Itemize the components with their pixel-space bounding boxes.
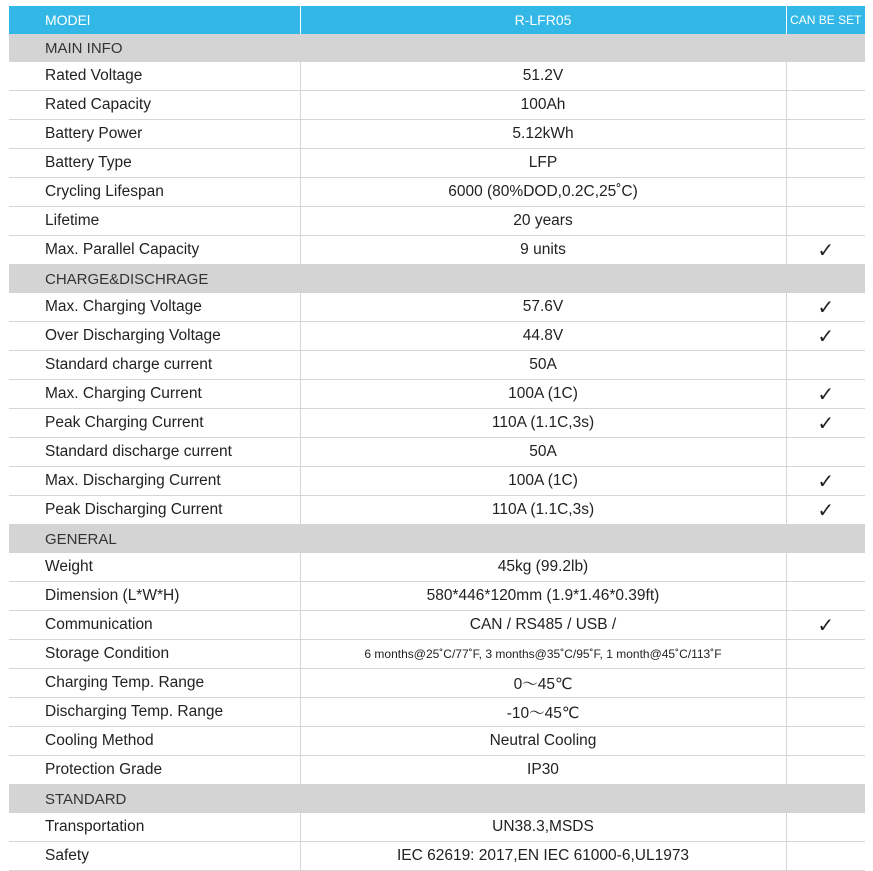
spec-label: Rated Voltage — [9, 62, 300, 91]
spec-value: 20 years — [300, 207, 786, 236]
spec-label: Storage Condition — [9, 640, 300, 669]
spec-label: Battery Type — [9, 149, 300, 178]
section-title: GENERAL — [9, 525, 865, 554]
spec-value: 6 months@25˚C/77˚F, 3 months@35˚C/95˚F, 1 month@45˚C/113˚F — [300, 640, 786, 669]
spec-label: Peak Discharging Current — [9, 496, 300, 525]
table-row — [9, 178, 865, 207]
spec-label: Safety — [9, 842, 300, 871]
set-cell-empty — [786, 120, 865, 149]
spec-value: Neutral Cooling — [300, 727, 786, 756]
spec-value: 9 units — [300, 236, 786, 265]
spec-value: 110A (1.1C,3s) — [300, 496, 786, 525]
spec-value: 50A — [300, 438, 786, 467]
spec-label: Battery Power — [9, 120, 300, 149]
spec-value: -10～45℃ — [300, 698, 786, 727]
table-row — [9, 467, 865, 496]
checkmark-icon: ✓ — [786, 236, 865, 265]
spec-value: 50A — [300, 351, 786, 380]
table-row — [9, 236, 865, 265]
spec-label: Max. Charging Voltage — [9, 293, 300, 322]
spec-label: Lifetime — [9, 207, 300, 236]
spec-value: 57.6V — [300, 293, 786, 322]
spec-label: Transportation — [9, 813, 300, 842]
section-title: CHARGE&DISCHRAGE — [9, 265, 865, 294]
table-row — [9, 553, 865, 582]
table-row — [9, 409, 865, 438]
table-row — [9, 120, 865, 149]
spec-label: Weight — [9, 553, 300, 582]
section-header — [9, 525, 865, 554]
section-title: STANDARD — [9, 785, 865, 814]
table-row — [9, 322, 865, 351]
spec-label: Protection Grade — [9, 756, 300, 785]
set-cell-empty — [786, 351, 865, 380]
table-row — [9, 756, 865, 785]
section-header — [9, 785, 865, 814]
header-row — [9, 6, 865, 34]
model-value: R-LFR05 — [300, 6, 786, 34]
table-row — [9, 149, 865, 178]
table-row — [9, 813, 865, 842]
spec-value: 6000 (80%DOD,0.2C,25˚C) — [300, 178, 786, 207]
spec-value: 110A (1.1C,3s) — [300, 409, 786, 438]
set-cell-empty — [786, 149, 865, 178]
checkmark-icon: ✓ — [786, 380, 865, 409]
spec-label: Crycling Lifespan — [9, 178, 300, 207]
set-cell-empty — [786, 813, 865, 842]
table-row — [9, 640, 865, 669]
spec-value: IP30 — [300, 756, 786, 785]
section-title: MAIN INFO — [9, 34, 865, 62]
table-row — [9, 698, 865, 727]
table-row — [9, 582, 865, 611]
spec-label: Cooling Method — [9, 727, 300, 756]
spec-label: Peak Charging Current — [9, 409, 300, 438]
checkmark-icon: ✓ — [786, 409, 865, 438]
table-row — [9, 91, 865, 120]
table-row — [9, 727, 865, 756]
spec-value: LFP — [300, 149, 786, 178]
table-row — [9, 293, 865, 322]
spec-value: 100A (1C) — [300, 380, 786, 409]
spec-label: Standard charge current — [9, 351, 300, 380]
set-cell-empty — [786, 727, 865, 756]
spec-label: Charging Temp. Range — [9, 669, 300, 698]
checkmark-icon: ✓ — [786, 467, 865, 496]
set-cell-empty — [786, 62, 865, 91]
set-cell-empty — [786, 207, 865, 236]
table-row — [9, 438, 865, 467]
table-row — [9, 351, 865, 380]
checkmark-icon: ✓ — [786, 293, 865, 322]
table-row — [9, 496, 865, 525]
section-header — [9, 34, 865, 62]
set-cell-empty — [786, 91, 865, 120]
spec-value: 100Ah — [300, 91, 786, 120]
spec-label: Dimension (L*W*H) — [9, 582, 300, 611]
spec-value: UN38.3,MSDS — [300, 813, 786, 842]
table-row — [9, 207, 865, 236]
spec-label: Max. Discharging Current — [9, 467, 300, 496]
spec-value: 100A (1C) — [300, 467, 786, 496]
table-row — [9, 669, 865, 698]
table-row — [9, 62, 865, 91]
table-row — [9, 611, 865, 640]
set-cell-empty — [786, 842, 865, 871]
set-cell-empty — [786, 582, 865, 611]
spec-value: 0～45℃ — [300, 669, 786, 698]
spec-label: Discharging Temp. Range — [9, 698, 300, 727]
spec-value: IEC 62619: 2017,EN IEC 61000-6,UL1973 — [300, 842, 786, 871]
spec-value: CAN / RS485 / USB / — [300, 611, 786, 640]
checkmark-icon: ✓ — [786, 322, 865, 351]
checkmark-icon: ✓ — [786, 611, 865, 640]
spec-value: 44.8V — [300, 322, 786, 351]
set-cell-empty — [786, 178, 865, 207]
spec-label: Communication — [9, 611, 300, 640]
set-cell-empty — [786, 438, 865, 467]
set-cell-empty — [786, 553, 865, 582]
set-cell-empty — [786, 669, 865, 698]
spec-label: Over Discharging Voltage — [9, 322, 300, 351]
spec-label: Rated Capacity — [9, 91, 300, 120]
section-header — [9, 265, 865, 294]
model-header: MODEl — [9, 6, 300, 34]
spec-value: 51.2V — [300, 62, 786, 91]
spec-value: 45kg (99.2lb) — [300, 553, 786, 582]
spec-label: Standard discharge current — [9, 438, 300, 467]
spec-value: 580*446*120mm (1.9*1.46*0.39ft) — [300, 582, 786, 611]
can-be-set-header: CAN BE SET — [786, 6, 865, 34]
set-cell-empty — [786, 756, 865, 785]
spec-label: Max. Charging Current — [9, 380, 300, 409]
spec-value: 5.12kWh — [300, 120, 786, 149]
checkmark-icon: ✓ — [786, 496, 865, 525]
spec-table — [9, 6, 865, 871]
spec-label: Max. Parallel Capacity — [9, 236, 300, 265]
set-cell-empty — [786, 698, 865, 727]
set-cell-empty — [786, 640, 865, 669]
table-row — [9, 380, 865, 409]
table-row — [9, 842, 865, 871]
spec-body — [9, 34, 865, 871]
